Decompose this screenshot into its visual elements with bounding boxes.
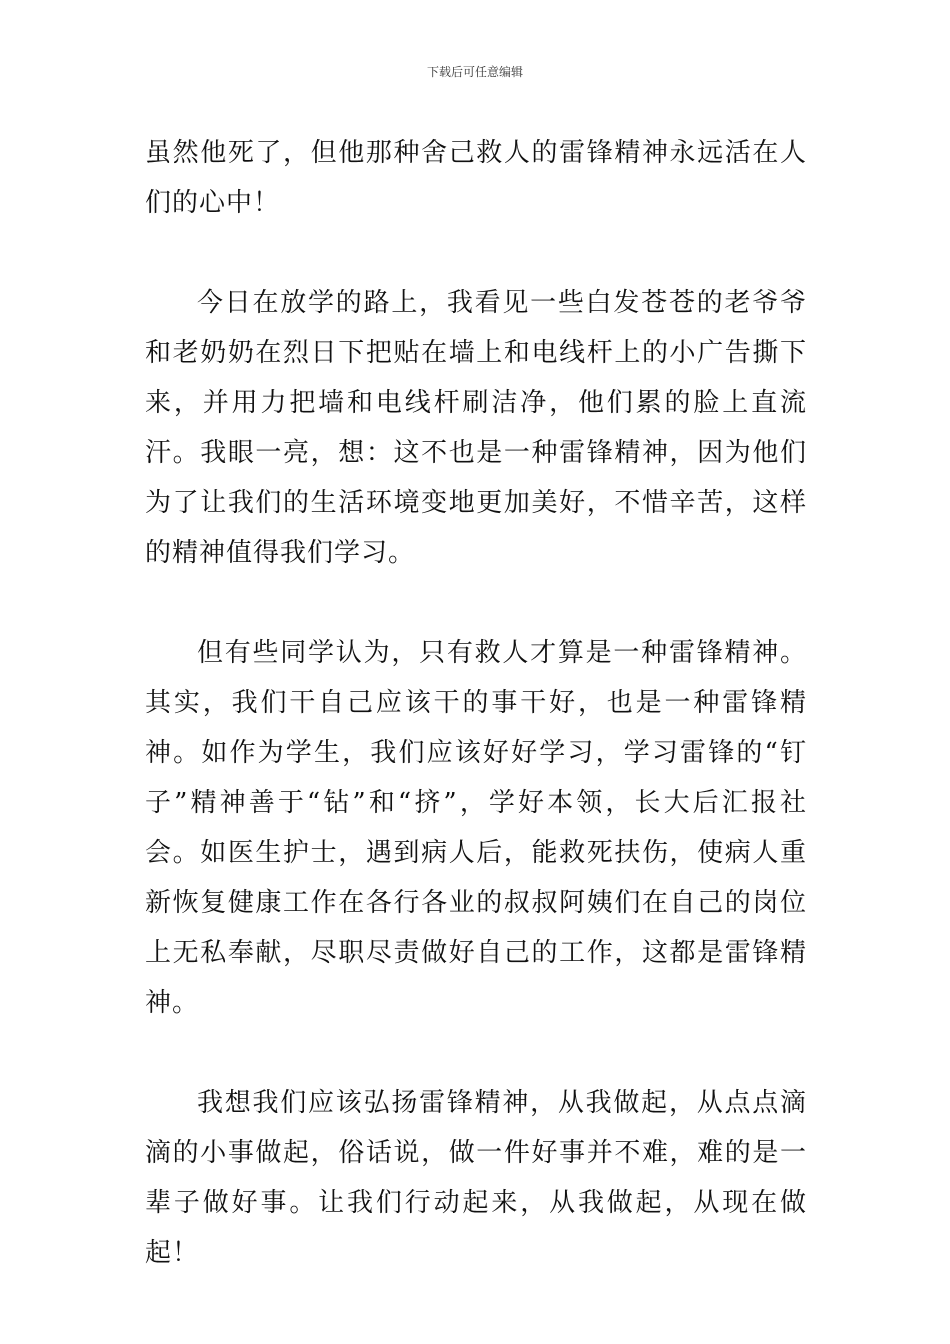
paragraph-4: 我想我们应该弘扬雷锋精神，从我做起，从点点滴滴的小事做起，俗话说，做一件好事并不难，难的是一辈子做好事。让我们行动起来，从我做起，从现在做起！ xyxy=(145,1088,807,1268)
paragraph-1: 虽然他死了，但他那种舍己救人的雷锋精神永远活在人们的心中！ xyxy=(145,138,807,218)
paragraph-3: 但有些同学认为，只有救人才算是一种雷锋精神。其实，我们干自己应该干的事干好，也是一种雷锋精神。如作为学生，我们应该好好学习，学习雷锋的“钉子”精神善于“钻”和“挤”，学好本领，长大后汇报社会。如医生护士，遇到病人后，能救死扶伤，使病人重新恢复健康工作在各行各业的叔叔阿姨们在自己的岗位上无私奉献，尽职尽责做好自己的工作，这都是雷锋精神。 xyxy=(145,638,807,1018)
paragraph-2: 今日在放学的路上，我看见一些白发苍苍的老爷爷和老奶奶在烈日下把贴在墙上和电线杆上的小广告撕下来，并用力把墙和电线杆刷洁净，他们累的脸上直流汗。我眼一亮，想：这不也是一种雷锋精神，因为他们为了让我们的生活环境变地更加美好，不惜辛苦，这样的精神值得我们学习。 xyxy=(145,288,807,568)
document-body xyxy=(145,128,807,1278)
header-note: 下载后可任意编辑 xyxy=(426,65,523,79)
